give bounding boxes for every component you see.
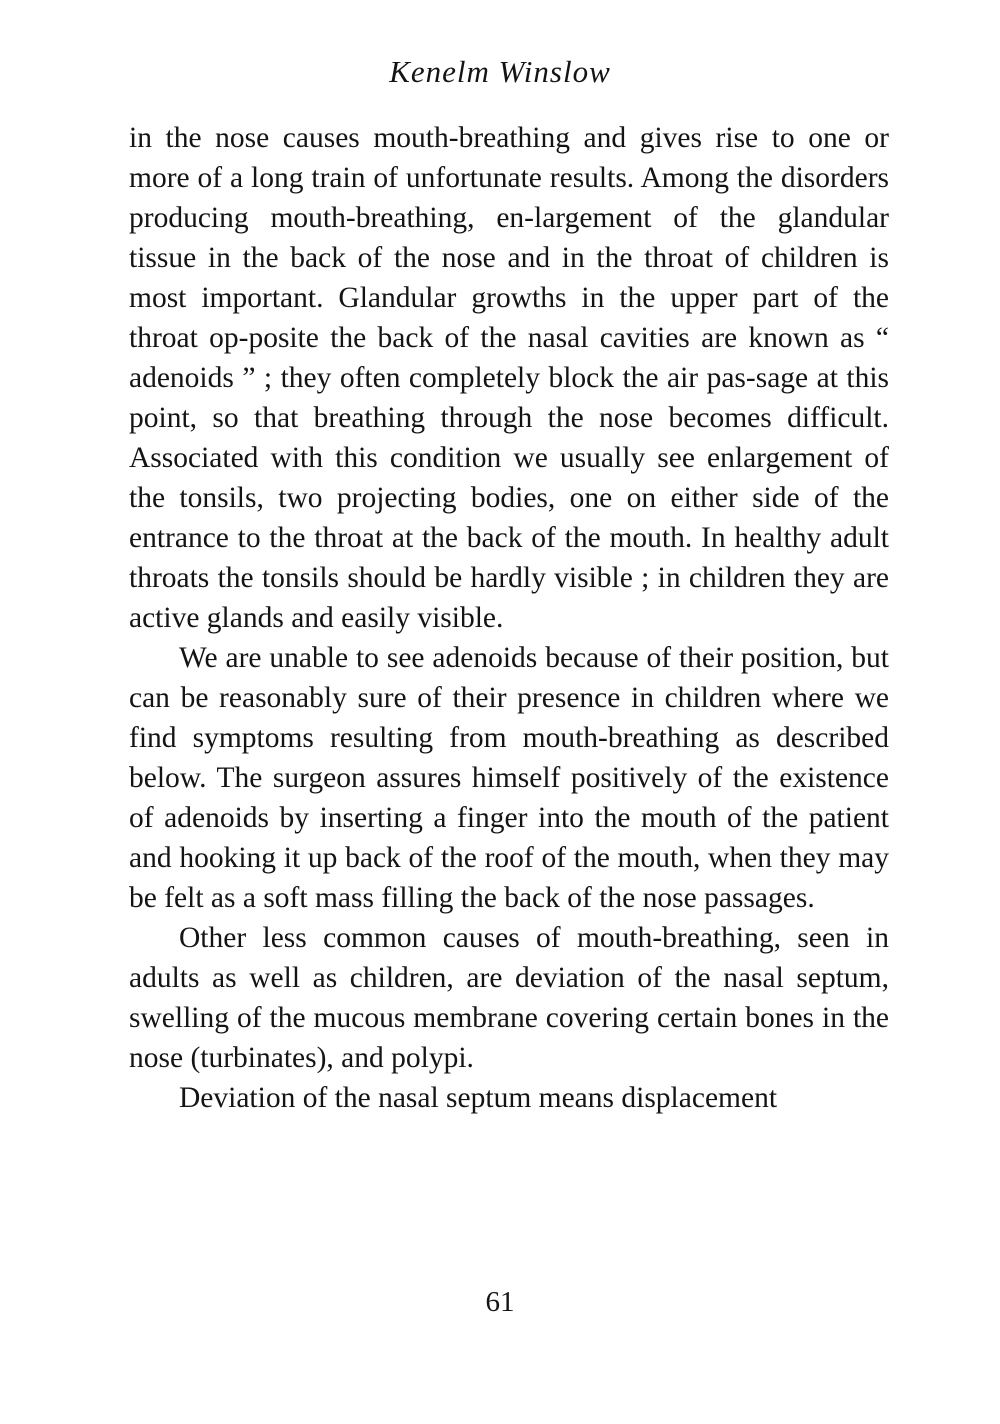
body-text	[129, 118, 889, 1118]
paragraph-adenoids: We are unable to see adenoids because of their position, but can be reasonably sure of their presence in children where we find symptoms resulting from mouth-breathing as described below. The surgeon assures himself positively of the existence of adenoids by inserting a finger into the mouth of the patient and hooking it up back of the roof of the mouth, when they may be felt as a soft mass filling the back of the nose passages.	[129, 642, 889, 914]
page-number: 61	[485, 1286, 515, 1318]
paragraph-other-causes: Other less common causes of mouth-breathing, seen in adults as well as children, are deviation of the nasal septum, swelling of the mucous membrane covering certain bones in the nose (turbinates), and polypi.	[129, 922, 889, 1074]
paragraph-continuation: in the nose causes mouth-breathing and gives rise to one or more of a long train of unfortunate results. Among the disorders producing mouth-breathing, en-largement of the glandular tissue in the back of the nose and in the throat of children is most important. Glandular growths in the upper part of the throat op-posite the back of the nasal cavities are known as “ adenoids ” ; they often completely block the air pas-sage at this point, so that breathing through the nose becomes difficult. Associated with this condition we usually see enlargement of the tonsils, two projecting bodies, one on either side of the entrance to the throat at the back of the mouth. In healthy adult throats the tonsils should be hardly visible ; in children they are active glands and easily visible.	[129, 122, 889, 634]
running-head: Kenelm Winslow	[389, 54, 611, 89]
paragraph-deviation: Deviation of the nasal septum means displacement	[179, 1082, 778, 1114]
